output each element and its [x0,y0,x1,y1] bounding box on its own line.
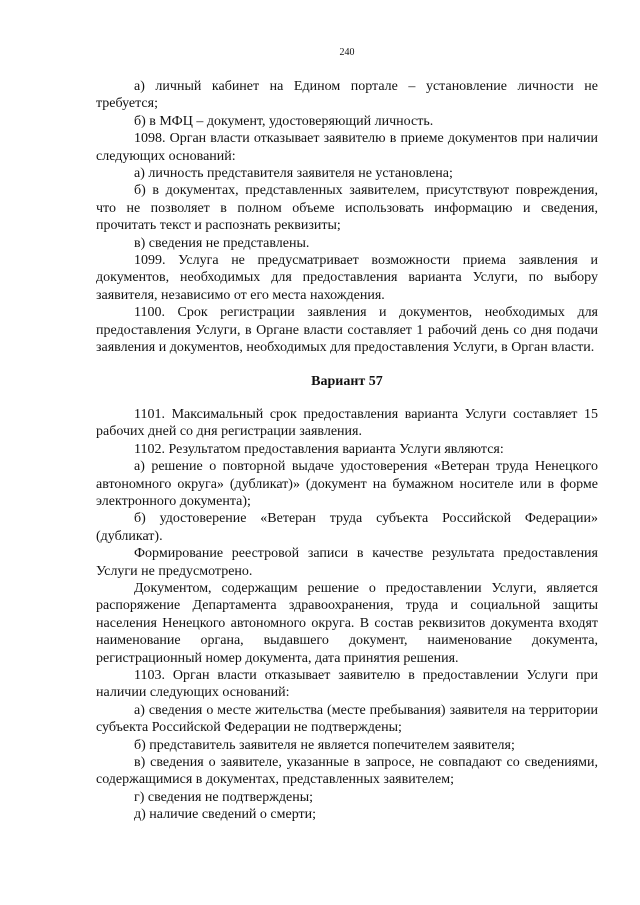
paragraph: б) представитель заявителя не является попечителем заявителя; [134,737,515,753]
paragraph: а) личный кабинет на Едином портале – установление личности не требуется; [96,79,598,112]
page-content [96,78,598,824]
paragraph: 1099. Услуга не предусматривает возможности приема заявления и документов, необходимых для предоставления варианта Услуги, по выбору заявителя, независимо от его места нахождения. [96,253,598,303]
paragraph: а) решение о повторной выдаче удостоверения «Ветеран труда Ненецкого автономного округа» (дубликат)» (документ на бумажном носителе или в форме электронного документа); [96,459,598,509]
paragraph: 1102. Результатом предоставления варианта Услуги являются: [134,441,504,457]
paragraph: б) в документах, представленных заявителем, присутствуют повреждения, что не позволяет в полном объеме использовать информацию и сведения, прочитать текст и распознать реквизиты; [96,183,598,234]
paragraph: Документом, содержащим решение о предоставлении Услуги, является распоряжение Департамента здравоохранения, труда и социальной защиты населения Ненецкого автономного округа. В состав реквизитов документа входят наименование органа, выдавшего документ, наименование документа, регистрационный номер документа, дата принятия решения. [96,580,598,666]
paragraph: в) сведения не представлены. [134,235,310,251]
paragraph: в) сведения о заявителе, указанные в запросе, не совпадают со сведениями, содержащимися в документах, представленных заявителем; [96,755,598,788]
paragraph: д) наличие сведений о смерти; [134,807,317,823]
paragraph: б) в МФЦ – документ, удостоверяющий личность. [134,113,434,129]
page-number: 240 [339,47,355,58]
paragraph: а) личность представителя заявителя не установлена; [134,166,453,182]
paragraph: 1098. Орган власти отказывает заявителю в приеме документов при наличии следующих оснований: [96,131,598,164]
paragraph: г) сведения не подтверждены; [134,789,314,805]
section-heading: Вариант 57 [311,373,383,389]
paragraph: б) удостоверение «Ветеран труда субъекта Российской Федерации» (дубликат). [96,511,598,544]
paragraph: Формирование реестровой записи в качестве результата предоставления Услуги не предусмотрено. [96,546,598,579]
document-page [96,0,598,905]
paragraph: 1101. Максимальный срок предоставления варианта Услуги составляет 15 рабочих дней со дня регистрации заявления. [96,406,598,440]
paragraph: а) сведения о месте жительства (месте пребывания) заявителя на территории субъекта Российской Федерации не подтверждены; [96,702,598,736]
paragraph: 1103. Орган власти отказывает заявителю в предоставлении Услуги при наличии следующих оснований: [96,668,598,701]
paragraph: 1100. Срок регистрации заявления и документов, необходимых для предоставления Услуги, в Органе власти составляет 1 рабочий день со дня подачи заявления и документов, необходимых для предоставления Услуги, в Орган власти. [96,305,598,356]
